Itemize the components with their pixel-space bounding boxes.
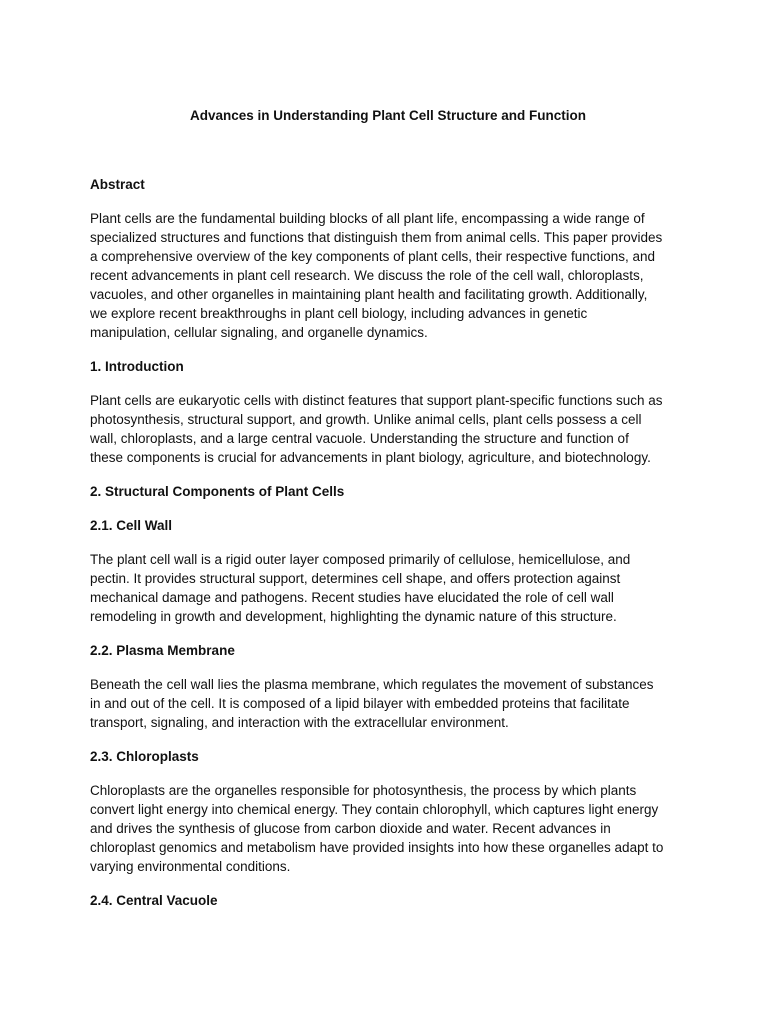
cell-wall-heading: 2.1. Cell Wall: [90, 518, 173, 533]
structural-components-heading: 2. Structural Components of Plant Cells: [90, 484, 345, 499]
abstract-line: specialized structures and functions that distinguish them from animal cells. This paper provides: [90, 230, 663, 245]
introduction-line: Plant cells are eukaryotic cells with distinct features that support plant-specific functions such as: [90, 393, 663, 408]
cell-wall-paragraph: [90, 550, 680, 626]
chloroplasts-heading: 2.3. Chloroplasts: [90, 749, 199, 764]
abstract-paragraph: [90, 209, 680, 342]
abstract-line: recent advancements in plant cell research. We discuss the role of the cell wall, chloroplasts,: [90, 268, 644, 283]
introduction-line: these components is crucial for advancements in plant biology, agriculture, and biotechnology.: [90, 450, 651, 465]
plasma-membrane-heading: 2.2. Plasma Membrane: [90, 643, 235, 658]
document-body: [90, 107, 680, 910]
abstract-line: Plant cells are the fundamental building blocks of all plant life, encompassing a wide range of: [90, 211, 645, 226]
chloroplasts-line: varying environmental conditions.: [90, 859, 291, 874]
paper-title: Advances in Understanding Plant Cell Structure and Function: [189, 108, 587, 123]
plasma-membrane-line: transport, signaling, and interaction with the extracellular environment.: [90, 715, 509, 730]
abstract-heading: Abstract: [90, 177, 145, 192]
introduction-heading: 1. Introduction: [90, 359, 184, 374]
plasma-membrane-line: in and out of the cell. It is composed of a lipid bilayer with embedded proteins that facilitate: [90, 696, 630, 711]
introduction-line: wall, chloroplasts, and a large central vacuole. Understanding the structure and function of: [90, 431, 629, 446]
cell-wall-line: mechanical damage and pathogens. Recent studies have elucidated the role of cell wall: [90, 590, 614, 605]
abstract-line: a comprehensive overview of the key components of plant cells, their respective functions, and: [90, 249, 656, 264]
chloroplasts-line: chloroplast genomics and metabolism have provided insights into how these organelles adapt to: [90, 840, 664, 855]
abstract-line: manipulation, cellular signaling, and organelle dynamics.: [90, 325, 428, 340]
plasma-membrane-line: Beneath the cell wall lies the plasma membrane, which regulates the movement of substances: [90, 677, 654, 692]
cell-wall-line: The plant cell wall is a rigid outer layer composed primarily of cellulose, hemicellulose, and: [90, 552, 631, 567]
introduction-paragraph: [90, 391, 680, 467]
chloroplasts-paragraph: [90, 781, 680, 876]
abstract-line: we explore recent breakthroughs in plant cell biology, including advances in genetic: [90, 306, 588, 321]
chloroplasts-line: Chloroplasts are the organelles responsible for photosynthesis, the process by which plants: [90, 783, 637, 798]
central-vacuole-heading: 2.4. Central Vacuole: [90, 893, 218, 908]
cell-wall-line: remodeling in growth and development, highlighting the dynamic nature of this structure.: [90, 609, 617, 624]
introduction-line: photosynthesis, structural support, and growth. Unlike animal cells, plant cells possess a cell: [90, 412, 642, 427]
abstract-line: vacuoles, and other organelles in maintaining plant health and facilitating growth. Additionally,: [90, 287, 648, 302]
chloroplasts-line: convert light energy into chemical energy. They contain chlorophyll, which captures light energy: [90, 802, 659, 817]
cell-wall-line: pectin. It provides structural support, determines cell shape, and offers protection against: [90, 571, 621, 586]
chloroplasts-line: and drives the synthesis of glucose from carbon dioxide and water. Recent advances in: [90, 821, 611, 836]
plasma-membrane-paragraph: [90, 675, 680, 732]
